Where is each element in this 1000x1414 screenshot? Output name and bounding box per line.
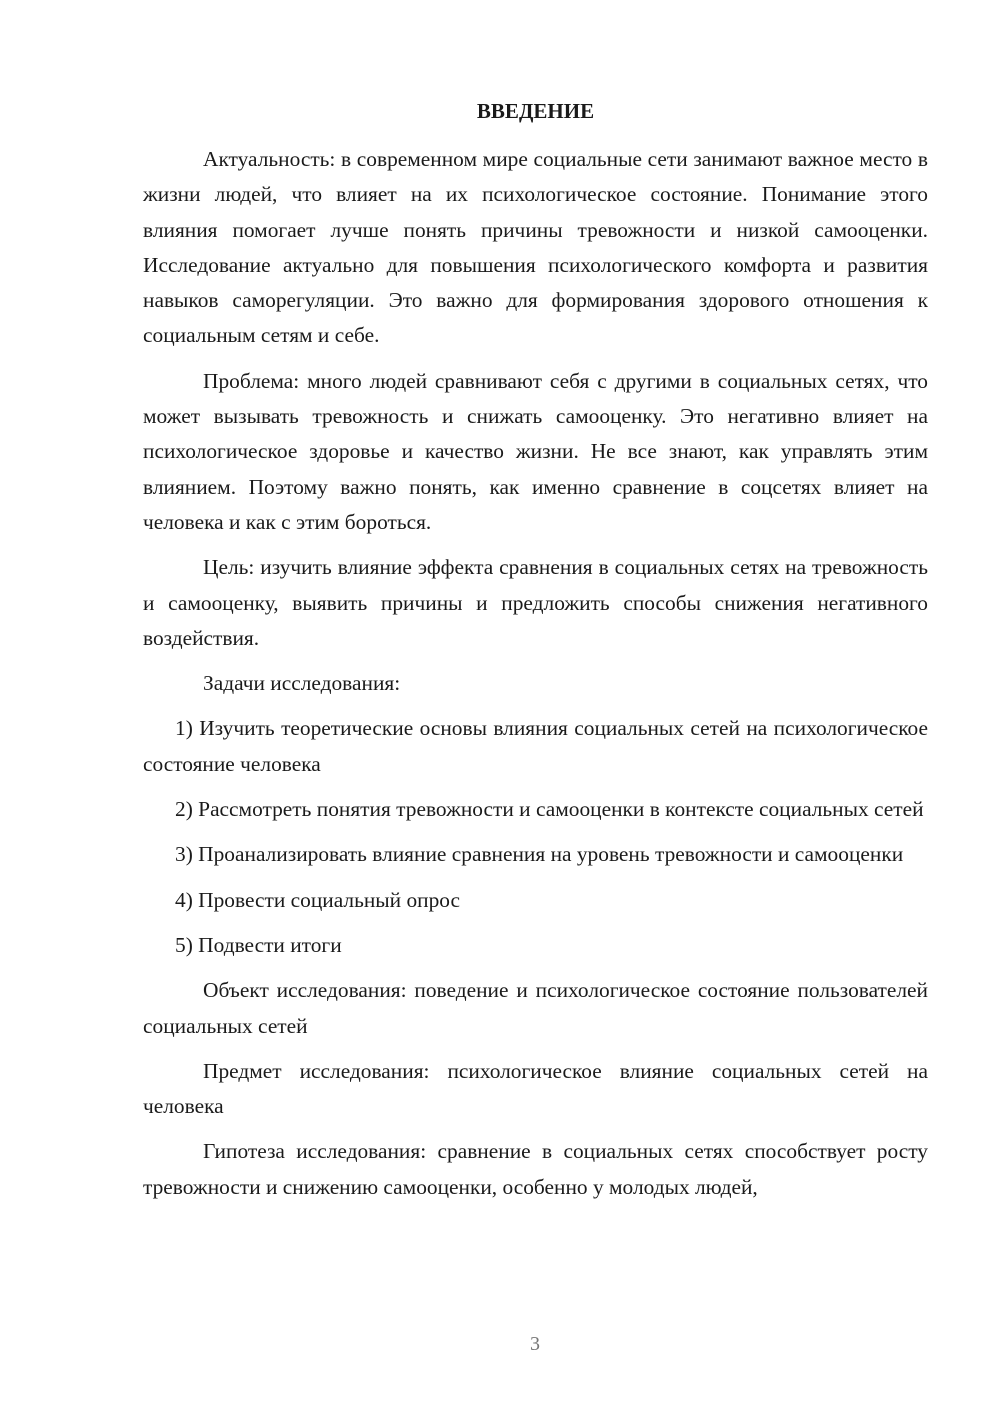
hypothesis-paragraph: Гипотеза исследования: сравнение в социальных сетях способствует росту тревожности и снижению самооценки, особенно у молодых людей,: [143, 1139, 928, 1199]
object-paragraph: Объект исследования: поведение и психологическое состояние пользователей социальных сетей: [143, 978, 928, 1038]
problem-paragraph: Проблема: много людей сравнивают себя с другими в социальных сетях, что может вызывать тревожность и снижать самооценку. Это негативно влияет на психологическое здоровье и качество жизни. Не все знают, как управлять этим влиянием. Поэтому важно понять, как именно сравнение в соцсетях влияет на человека и как с этим бороться.: [143, 368, 928, 534]
tasks-heading: Задачи исследования:: [203, 671, 401, 696]
relevance-paragraph: Актуальность: в современном мире социальные сети занимают важное место в жизни людей, что влияет на их психологическое состояние. Понимание этого влияния помогает лучше понять причины тревожности и низкой самооценки. Исследование актуально для повышения психологического комфорта и развития навыков саморегуляции. Это важно для формирования здорового отношения к социальным сетям и себе.: [143, 147, 928, 348]
goal-paragraph: Цель: изучить влияние эффекта сравнения в социальных сетях на тревожность и самооценку, выявить причины и предложить способы снижения негативного воздействия.: [143, 555, 928, 650]
task-item: 5) Подвести итоги: [175, 932, 342, 957]
document-page: [143, 94, 928, 1215]
task-item: 2) Рассмотреть понятия тревожности и самооценки в контексте социальных сетей: [175, 797, 924, 822]
page-number: 3: [530, 1333, 540, 1355]
task-item: 1) Изучить теоретические основы влияния социальных сетей на психологическое состояние человека: [143, 716, 928, 776]
subject-paragraph: Предмет исследования: психологическое влияние социальных сетей на человека: [143, 1058, 928, 1119]
page-title: ВВЕДЕНИЕ: [476, 99, 595, 123]
task-item: 3) Проанализировать влияние сравнения на уровень тревожности и самооценки: [175, 842, 904, 867]
task-item: 4) Провести социальный опрос: [175, 887, 461, 912]
